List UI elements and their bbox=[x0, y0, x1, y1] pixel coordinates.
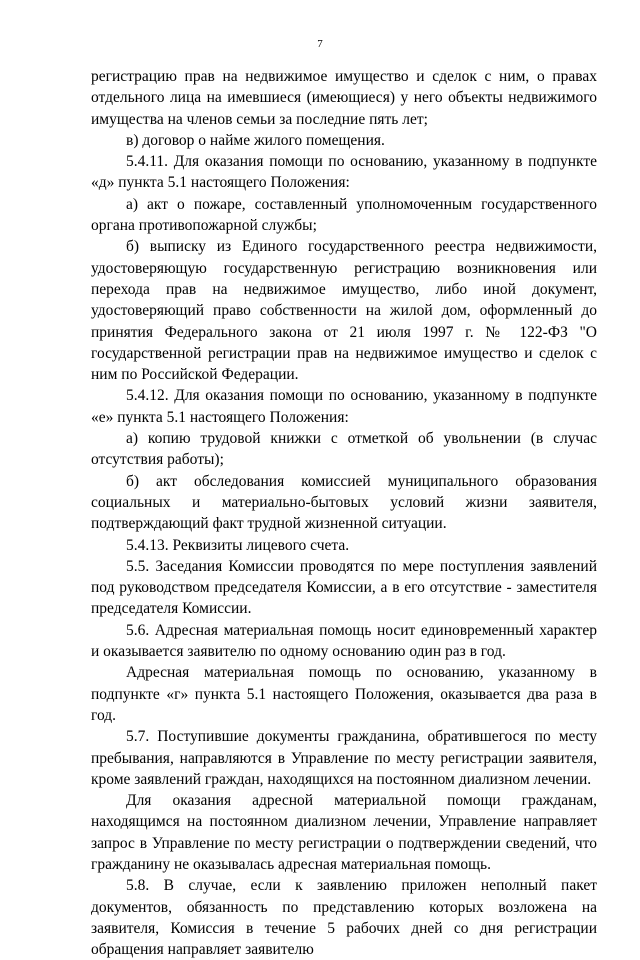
paragraph: Для оказания адресной материальной помощи гражданам, находящимся на постоянном диализном лечении, Управление направляет запрос в Управление по месту регистрации о подтверждении сведений, что гражданину не оказывалась адресная материальная помощь. bbox=[91, 792, 597, 873]
paragraph: б) выписку из Единого государственного реестра недвижимости, удостоверяющую государственную регистрацию возникновения или перехода прав на недвижимое имущество, либо иной документ, удостоверяющий право собственности на жилой дом, оформленный до принятия Федерального закона от 21 июля 1997 г. № 122-ФЗ "О государственной регистрации прав на недвижимое имущество и сделок с ним по Российской Федерации. bbox=[91, 238, 597, 384]
paragraph: регистрацию прав на недвижимое имущество и сделок с ним, о правах отдельного лица на имевшиеся (имеющиеся) у него объекты недвижимого имущества на членов семьи за последние пять лет; bbox=[91, 68, 597, 128]
paragraph: а) акт о пожаре, составленный уполномоченным государственного органа противопожарной службы; bbox=[91, 195, 597, 235]
paragraph: в) договор о найме жилого помещения. bbox=[126, 131, 385, 149]
paragraph: 5.7. Поступившие документы гражданина, обратившегося по месту пребывания, направляются в Управление по месту регистрации заявителя, кроме заявлений граждан, находящихся на постоянном диализном лечении. bbox=[91, 728, 597, 788]
page-number: 7 bbox=[317, 38, 323, 50]
paragraph: 5.5. Заседания Комиссии проводятся по мере поступления заявлений под руководством председателя Комиссии, а в его отсутствие - заместителя председателя Комиссии. bbox=[91, 557, 597, 618]
paragraph: 5.6. Адресная материальная помощь носит единовременный характер и оказывается заявителю по одному основанию один раз в год. bbox=[91, 621, 597, 661]
paragraph: б) акт обследования комиссией муниципального образования социальных и материально-бытовых условий жизни заявителя, подтверждающий факт трудной жизненной ситуации. bbox=[91, 472, 597, 533]
paragraph: 5.4.12. Для оказания помощи по основанию, указанному в подпункте «е» пункта 5.1 настоящего Положения: bbox=[91, 387, 597, 426]
paragraph: 5.4.13. Реквизиты лицевого счета. bbox=[126, 536, 350, 554]
paragraph: а) копию трудовой книжки с отметкой об увольнении (в случас отсутствия работы); bbox=[91, 430, 597, 469]
paragraph: 5.8. В случае, если к заявлению приложен неполный пакет документов, обязанность по представлению которых возложена на заявителя, Комиссия в течение 5 рабочих дней со дня регистрации обращения направляет заявителю bbox=[91, 877, 597, 959]
paragraph: Адресная материальная помощь по основанию, указанному в подпункте «г» пункта 5.1 настоящего Положения, оказывается два раза в год. bbox=[91, 664, 597, 724]
paragraph: 5.4.11. Для оказания помощи по основанию, указанному в подпункте «д» пункта 5.1 настоящего Положения: bbox=[91, 153, 597, 192]
document-body bbox=[91, 66, 597, 960]
